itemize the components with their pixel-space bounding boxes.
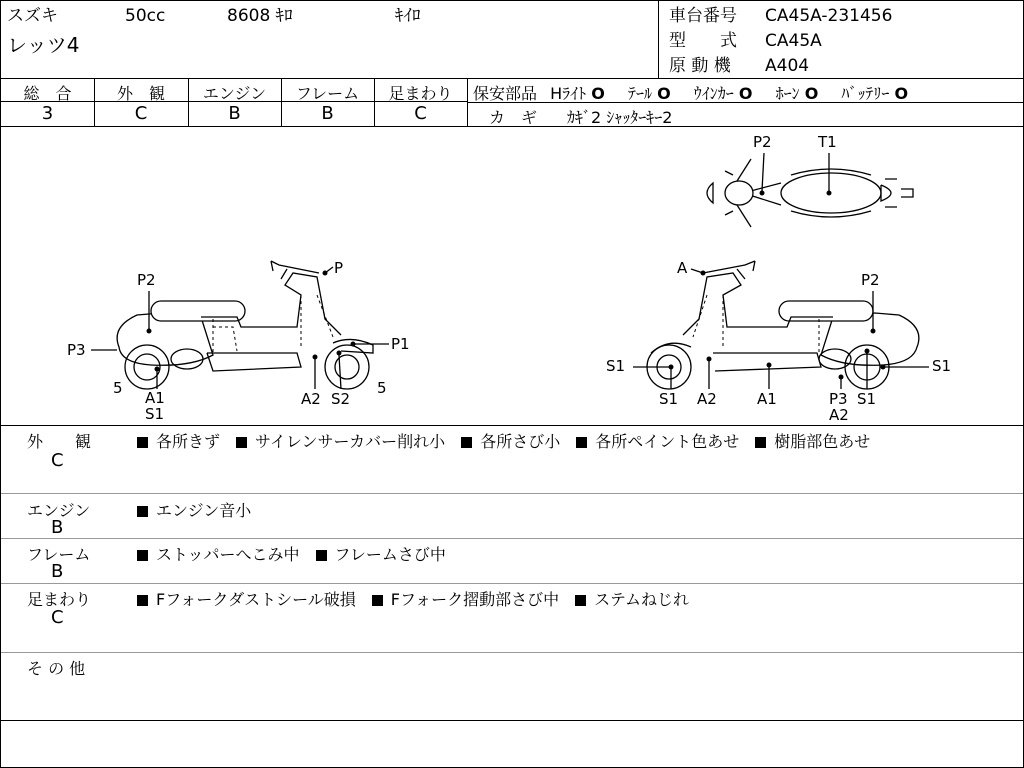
- remark-item: [137, 501, 251, 520]
- safety-item-name: ﾎｰﾝ: [775, 84, 800, 103]
- grade-header-frame: フレーム: [295, 84, 360, 103]
- left-label-p1: P1: [391, 335, 410, 353]
- grade-engine: B: [228, 103, 241, 124]
- right-label-s1-rear: S1: [932, 357, 952, 375]
- grade-header-engine: エンジン: [202, 84, 267, 103]
- remark-grade-engine: B: [51, 517, 64, 538]
- left-label-p: P: [334, 259, 344, 277]
- remark-text: ストッパーへこみ中: [156, 545, 300, 564]
- right-label-a: A: [677, 259, 688, 277]
- bullet-square-icon: [316, 550, 327, 561]
- top-label-p2: P2: [753, 133, 772, 151]
- mileage-value: 8608: [227, 6, 271, 26]
- left-label-s2: S2: [331, 390, 351, 408]
- safety-tail: [628, 84, 671, 103]
- remark-items-engine: [137, 498, 267, 521]
- remark-category-engine: エンジン: [27, 501, 91, 520]
- grade-header-overall: 総 合: [23, 84, 72, 103]
- engine-label: 原 動 機: [669, 56, 731, 76]
- remark-category-other: そ の 他: [27, 659, 86, 678]
- remark-items-suspension: [137, 587, 705, 610]
- safety-item-mark: O: [738, 84, 753, 103]
- safety-item-mark: O: [804, 84, 819, 103]
- remark-category-frame: フレーム: [27, 545, 91, 564]
- bullet-square-icon: [137, 595, 148, 606]
- engine-value: A404: [765, 56, 810, 76]
- remark-grade-suspension: C: [51, 607, 64, 628]
- scooter-diagram: [1, 127, 1023, 424]
- remark-item: [137, 432, 220, 451]
- safety-headlight: [550, 84, 605, 103]
- remark-grade-frame: B: [51, 561, 64, 582]
- header-divider: [658, 1, 659, 78]
- remark-text: フレームさび中: [334, 545, 446, 564]
- scooter-left-view: [91, 261, 389, 389]
- right-label-s1-front: S1: [606, 357, 626, 375]
- grade-table-top: [1, 78, 1023, 79]
- safety-item-mark: O: [894, 84, 909, 103]
- bullet-square-icon: [137, 437, 148, 448]
- right-label-a2: A2: [697, 390, 717, 408]
- remark-item: [575, 590, 689, 609]
- top-label-t1: T1: [818, 133, 837, 151]
- remark-text: 各所ペイント色あせ: [595, 432, 740, 451]
- remark-text: 各所さび小: [480, 432, 561, 451]
- remarks-top: [1, 425, 1023, 426]
- remarks-divider: [1, 493, 1023, 494]
- remark-category-suspension: 足まわり: [27, 590, 92, 609]
- left-label-s1: S1: [145, 405, 165, 423]
- bullet-square-icon: [755, 437, 766, 448]
- grade-overall: 3: [41, 103, 54, 124]
- bullet-square-icon: [575, 595, 586, 606]
- mileage: [227, 6, 293, 26]
- mileage-unit: ｷﾛ: [275, 6, 293, 26]
- left-label-p3: P3: [67, 341, 86, 359]
- grade-frame: B: [321, 103, 334, 124]
- displacement: 50cc: [125, 6, 166, 26]
- right-label-s1-bottom: S1: [659, 390, 679, 408]
- safety-winker: [694, 84, 753, 103]
- right-label-a2-lower: A2: [829, 406, 849, 424]
- safety-item-name: ﾊﾞｯﾃﾘｰ: [841, 84, 890, 103]
- remark-item: [137, 590, 356, 609]
- bullet-square-icon: [137, 550, 148, 561]
- bullet-square-icon: [576, 437, 587, 448]
- remark-grade-exterior: C: [51, 450, 64, 471]
- safety-battery: [841, 84, 908, 103]
- safety-item-name: ﾃｰﾙ: [627, 84, 652, 103]
- scooter-top-view: [707, 153, 913, 227]
- bullet-square-icon: [372, 595, 383, 606]
- grade-header-exterior: 外 観: [116, 84, 165, 103]
- safety-label: 保安部品: [473, 84, 538, 103]
- remark-item: [576, 432, 739, 451]
- remark-items-exterior: [137, 429, 870, 452]
- remark-text: ステムねじれ: [594, 590, 690, 609]
- key-value: ｶｷﾞ2 ｼｬｯﾀｰｷｰ2: [567, 108, 673, 127]
- remark-item: [372, 590, 559, 609]
- left-label-a1: A1: [145, 389, 165, 407]
- key-label: カ ギ: [489, 108, 538, 127]
- remark-item: [137, 545, 300, 564]
- right-label-a1: A1: [757, 390, 777, 408]
- remark-item: [461, 432, 560, 451]
- bullet-square-icon: [461, 437, 472, 448]
- remarks-divider: [1, 538, 1023, 539]
- frame-no-label: 車台番号: [669, 6, 737, 26]
- left-label-p2: P2: [137, 271, 156, 289]
- grade-suspension: C: [414, 103, 427, 124]
- type-value: CA45A: [765, 31, 822, 51]
- left-label-5-front: 5: [377, 379, 387, 397]
- scooter-right-view: [633, 261, 929, 389]
- remark-text: Fフォーク摺動部さび中: [390, 590, 560, 609]
- model-name: レッツ4: [7, 33, 80, 57]
- remark-items-frame: [137, 542, 462, 565]
- maker: スズキ: [7, 6, 58, 26]
- remark-item: [316, 545, 446, 564]
- safety-item-mark: O: [591, 84, 605, 103]
- left-label-a2: A2: [301, 390, 321, 408]
- remark-text: サイレンサーカバー削れ小: [255, 432, 446, 451]
- safety-item-name: ｳｲﾝｶｰ: [693, 84, 734, 103]
- safety-parts: [473, 81, 908, 104]
- remark-item: [755, 432, 870, 451]
- remarks-divider: [1, 652, 1023, 653]
- remark-text: 各所きず: [156, 432, 221, 451]
- remark-category-exterior: 外 観: [27, 432, 92, 451]
- frame-no: CA45A-231456: [765, 6, 893, 26]
- bullet-square-icon: [236, 437, 247, 448]
- right-label-s1-rearbottom: S1: [857, 390, 877, 408]
- grade-header-suspension: 足まわり: [388, 84, 453, 103]
- mileage-note: ｷｲﾛ: [395, 6, 421, 26]
- safety-item-name: Hﾗｲﾄ: [550, 84, 587, 103]
- right-label-p2: P2: [861, 271, 880, 289]
- remarks-bottom: [1, 720, 1023, 721]
- safety-horn: [776, 84, 819, 103]
- remark-item: [236, 432, 445, 451]
- type-label: 型 式: [669, 31, 737, 51]
- safety-item-mark: O: [657, 84, 671, 103]
- grade-exterior: C: [134, 103, 148, 124]
- remarks-divider: [1, 583, 1023, 584]
- left-label-5-rear: 5: [113, 379, 123, 397]
- remark-text: Fフォークダストシール破損: [156, 590, 356, 609]
- bullet-square-icon: [137, 506, 148, 517]
- remark-text: エンジン音小: [156, 501, 252, 520]
- remark-text: 樹脂部色あせ: [774, 432, 871, 451]
- right-label-p3: P3: [829, 390, 848, 408]
